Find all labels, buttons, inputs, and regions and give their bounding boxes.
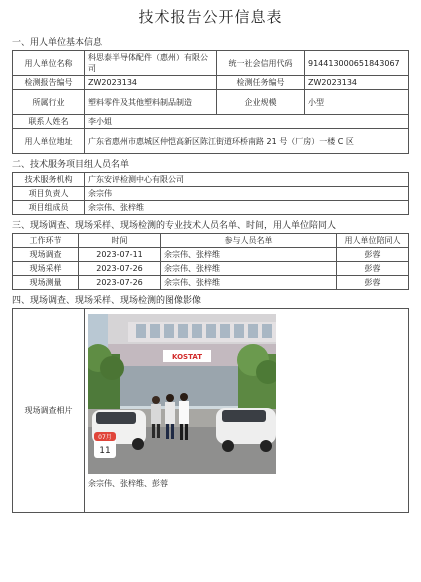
section-4-heading: 四、现场调查、现场采样、现场检测的图像影像 [12, 296, 202, 306]
stage-cell: 现场采样 [13, 262, 79, 276]
participants-cell: 余宗伟、张梓维 [161, 276, 337, 290]
participants-cell: 余宗伟、张梓维 [161, 262, 337, 276]
industry-label: 所属行业 [13, 90, 85, 115]
scale-value: 小型 [305, 90, 409, 115]
section-1-heading: 一、用人单位基本信息 [12, 38, 103, 48]
site-photo-image [88, 314, 276, 474]
address-label: 用人单位地址 [13, 129, 85, 154]
section-3-heading: 三、现场调查、现场采样、现场检测的专业技术人员名单、时间，用人单位陪同人 [12, 221, 337, 231]
col-header-stage: 工作环节 [13, 234, 79, 248]
address-value: 广东省惠州市惠城区仲恺高新区陈江街道环桥南路 21 号（厂房）一楼 C 区 [85, 129, 409, 154]
org-label: 技术服务机构 [13, 173, 85, 187]
col-header-participants: 参与人员名单 [161, 234, 337, 248]
time-cell: 2023-07-26 [79, 262, 161, 276]
scale-label: 企业规模 [217, 90, 305, 115]
members-value: 余宗伟、张梓维 [85, 201, 409, 215]
team-table [12, 172, 409, 215]
table-row [13, 248, 409, 262]
contact-value: 李小姐 [85, 115, 409, 129]
escort-cell: 彭蓉 [337, 248, 409, 262]
credit-code-value: 914413000651843067 [305, 51, 409, 76]
building-sign-text: KOSTAT [172, 353, 202, 361]
page-title: 技术报告公开信息表 [138, 8, 283, 26]
site-photo [88, 314, 276, 474]
basic-info-table [12, 50, 409, 154]
leader-label: 项目负责人 [13, 187, 85, 201]
time-cell: 2023-07-11 [79, 248, 161, 262]
participants-cell: 余宗伟、张梓维 [161, 248, 337, 262]
table-row [13, 276, 409, 290]
unit-name-value: 科思泰半导体配件（惠州）有限公司 [85, 51, 217, 76]
report-no-label: 检测报告编号 [13, 76, 85, 90]
task-no-value: ZW2023134 [305, 76, 409, 90]
photo-label: 现场调查相片 [13, 309, 85, 513]
stage-cell: 现场测量 [13, 276, 79, 290]
escort-cell: 彭蓉 [337, 262, 409, 276]
section-2-heading: 二、技术服务项目组人员名单 [12, 160, 130, 170]
leader-value: 余宗伟 [85, 187, 409, 201]
photo-caption: 余宗伟、张梓维、彭蓉 [88, 479, 168, 488]
date-badge-day: 11 [99, 446, 111, 456]
unit-name-label: 用人单位名称 [13, 51, 85, 76]
members-label: 项目组成员 [13, 201, 85, 215]
date-badge-month: 07月 [98, 434, 112, 441]
contact-label: 联系人姓名 [13, 115, 85, 129]
field-work-table [12, 233, 409, 290]
time-cell: 2023-07-26 [79, 276, 161, 290]
photo-table [12, 308, 409, 513]
col-header-time: 时间 [79, 234, 161, 248]
report-no-value: ZW2023134 [85, 76, 217, 90]
escort-cell: 彭蓉 [337, 276, 409, 290]
table-row [13, 262, 409, 276]
org-value: 广东安评检测中心有限公司 [85, 173, 409, 187]
industry-value: 塑料零件及其他塑料制品制造 [85, 90, 217, 115]
task-no-label: 检测任务编号 [217, 76, 305, 90]
col-header-escort: 用人单位陪同人 [337, 234, 409, 248]
credit-code-label: 统一社会信用代码 [217, 51, 305, 76]
stage-cell: 现场调查 [13, 248, 79, 262]
